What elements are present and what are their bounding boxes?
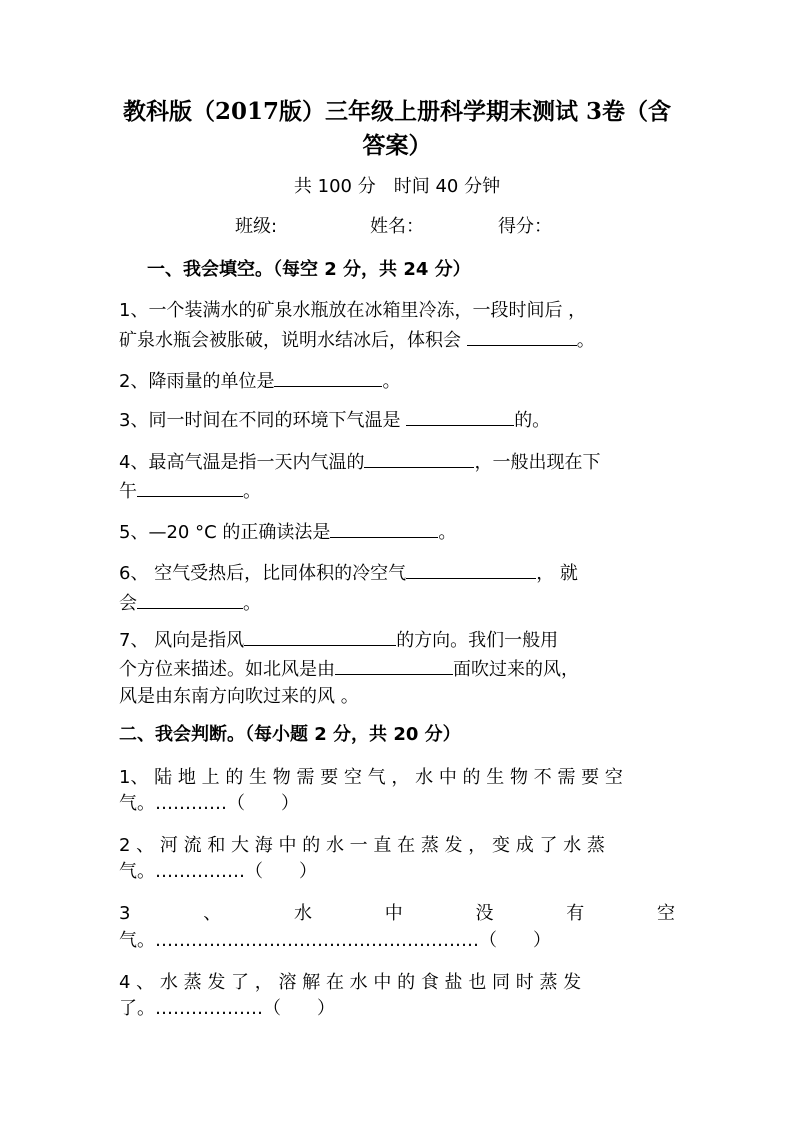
s1-q6-text2: 会 [119,593,137,614]
s1-q4-line2 [119,476,261,506]
s1-q7-text: 7、 风向是指风 [119,630,245,651]
s1-q1-line2 [119,325,595,355]
s2-q3-word: 中 [384,903,403,924]
s1-q7-line3: 风是由东南方向吹过来的风 。 [119,686,359,707]
s1-q6-blank1[interactable] [406,558,536,579]
exam-title-line2: 答案） [362,132,432,159]
s1-q4-text: 4、最高气温是指一天内气温的 [119,452,365,473]
s1-q7-mid2: 面吹过来的风， [453,659,579,680]
s1-q1-text: 矿泉水瓶会被胀破，说明水结冰后，体积会 [119,330,467,351]
s2-q4-line2: 了。………………（ ） [119,998,335,1019]
s1-q3-end: 的。 [514,410,551,431]
exam-subtitle: 共 100 分 时间 40 分钟 [293,176,501,197]
section1-heading: 一、我会填空。（每空 2 分，共 24 分） [147,259,471,280]
s1-q4-text2: 午 [119,481,137,502]
s1-q7-mid: 的方向。我们一般用 [396,630,559,651]
exam-title-line1: 教科版（2017版）三年级上册科学期末测试 3卷（含 [122,98,672,125]
s1-q4-blank2[interactable] [137,476,243,497]
s1-q5-end: 。 [438,522,457,543]
s2-q3-word: 3 [119,903,131,924]
score-label: 得分： [498,216,552,237]
s1-q5 [119,517,456,547]
s2-q3-word: 、 [203,903,222,924]
s1-q1-line1: 1、一个装满水的矿泉水瓶放在冰箱里冷冻，一段时间后 ， [119,300,587,321]
s1-q7-text2: 个方位来描述。如北风是由 [119,659,335,680]
s1-q4-mid: ，一般出现在下 [474,452,601,473]
s2-q2-line2: 气。……………（ ） [119,861,317,882]
s1-q1-blank[interactable] [467,325,577,346]
s1-q7-blank2[interactable] [335,654,453,675]
s1-q3-blank[interactable] [406,405,514,426]
s1-q2-blank[interactable] [274,366,382,387]
s1-q3-text: 3、同一时间在不同的环境下气温是 [119,410,407,431]
s2-q3-line1 [119,900,675,928]
s2-q1-line2: 气。…………（ ） [119,793,299,814]
s2-q4-line1: 4 、 水 蒸 发 了 ， 溶 解 在 水 中 的 食 盐 也 同 时 蒸 发 [119,972,582,993]
s1-q7-line1 [119,625,558,655]
s2-q2-line1: 2 、 河 流 和 大 海 中 的 水 一 直 在 蒸 发 ， 变 成 了 水 蒸 [119,835,605,856]
s1-q4-line1 [119,447,600,477]
s2-q1-line1: 1、 陆 地 上 的 生 物 需 要 空 气 ， 水 中 的 生 物 不 需 要 空 [119,767,623,788]
s2-q3-word: 空 [656,903,675,924]
s1-q2 [119,366,400,396]
s1-q6-line2 [119,588,261,618]
s2-q3-word: 有 [566,903,585,924]
s1-q4-blank1[interactable] [364,447,474,468]
s1-q3 [119,405,550,435]
name-label: 姓名： [370,216,424,237]
s1-q1-end: 。 [576,330,595,351]
s1-q5-text: 5、—20 °C 的正确读法是 [119,522,331,543]
s1-q4-end: 。 [243,481,261,502]
s2-q3-line2: 气。………………………………………………（ ） [119,930,551,951]
s1-q5-blank[interactable] [330,517,438,538]
s1-q6-line1 [119,558,578,588]
s1-q6-blank2[interactable] [137,588,243,609]
section2-heading: 二、我会判断。（每小题 2 分，共 20 分） [119,724,461,745]
s1-q2-end: 。 [382,371,401,392]
class-label: 班级: [235,216,278,237]
s1-q6-end: 。 [243,593,261,614]
s1-q7-line2 [119,654,579,684]
s2-q3-word: 没 [475,903,494,924]
s2-q3-word: 水 [293,903,312,924]
s1-q6-text: 6、 空气受热后，比同体积的冷空气 [119,563,407,584]
s1-q6-mid: ， 就 [536,563,578,584]
s1-q2-text: 2、降雨量的单位是 [119,371,275,392]
s1-q7-blank1[interactable] [244,625,396,646]
